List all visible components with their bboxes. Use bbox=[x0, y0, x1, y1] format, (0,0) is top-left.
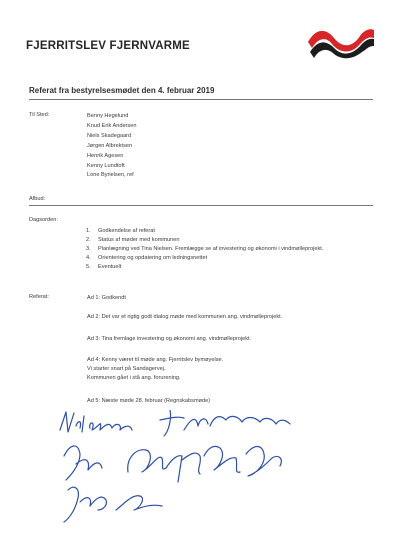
handwritten-signatures bbox=[50, 410, 320, 545]
signature bbox=[64, 446, 102, 480]
signature bbox=[160, 410, 290, 436]
company-logo-icon bbox=[306, 22, 376, 60]
attendee: Lone Byrielsen, ref bbox=[87, 172, 134, 179]
agenda-item: 3. Planlægning ved Tina Nielsen. Fremlægge se af investering og økonomi i vindmølleprojekt. bbox=[86, 246, 324, 253]
minutes-item-2: Ad 2: Det var et rigtig godt dialog møde med kommunen ang. vindmølleprojekt. bbox=[87, 314, 283, 320]
organization-name: FJERRITSLEV FJERNVARME bbox=[26, 40, 190, 52]
agenda-list bbox=[86, 227, 323, 272]
absent-divider bbox=[29, 205, 373, 206]
signature bbox=[60, 412, 132, 432]
agenda-item: 2. Status af møder med kommunen bbox=[86, 237, 180, 244]
minutes-item-5: Ad 5: Næste møde 28. februar (Regnskabsmøde) bbox=[87, 398, 211, 404]
agenda-item: 5. Eventuelt bbox=[86, 264, 122, 271]
attendee: Benny Hegelund bbox=[87, 113, 129, 119]
attendee-list bbox=[87, 112, 136, 181]
minutes-label: Referat: bbox=[29, 294, 49, 300]
present-label: Til Sted: bbox=[29, 112, 50, 118]
attendee: Kenny Lundtoft bbox=[87, 162, 125, 169]
title-divider bbox=[29, 99, 373, 100]
attendee: Knud Erik Andersen bbox=[87, 122, 137, 129]
attendee: Jørgen Albrektsen bbox=[87, 142, 133, 149]
minutes-item-3: Ad 3: Tina fremlage investering og økonomi ang. vindmølleprojekt. bbox=[87, 336, 252, 342]
agenda-item: 4. Orientering og opdatering om ledningsnettet bbox=[86, 255, 208, 262]
attendee: Niels Skadegaard bbox=[87, 132, 132, 139]
attendee: Henrik Agesen bbox=[87, 152, 124, 159]
document-title: Referat fra bestyrelsesmødet den 4. februar 2019 bbox=[29, 86, 215, 95]
agenda-label: Dagsorden: bbox=[29, 217, 58, 223]
agenda-item: 1. Godkendelse af referat bbox=[86, 228, 155, 234]
signature bbox=[64, 487, 162, 522]
signature bbox=[128, 446, 282, 482]
absent-label: Afbud: bbox=[29, 196, 46, 202]
minutes-item-1: Ad 1: Godkendt bbox=[87, 295, 126, 301]
minutes-item-4: Ad 4: Kenny været til møde ang. Fjerritslev bymøyelse. Vi starter snart på Sandagervej. Kommunen gået i stå ang. forurening. bbox=[87, 357, 224, 381]
